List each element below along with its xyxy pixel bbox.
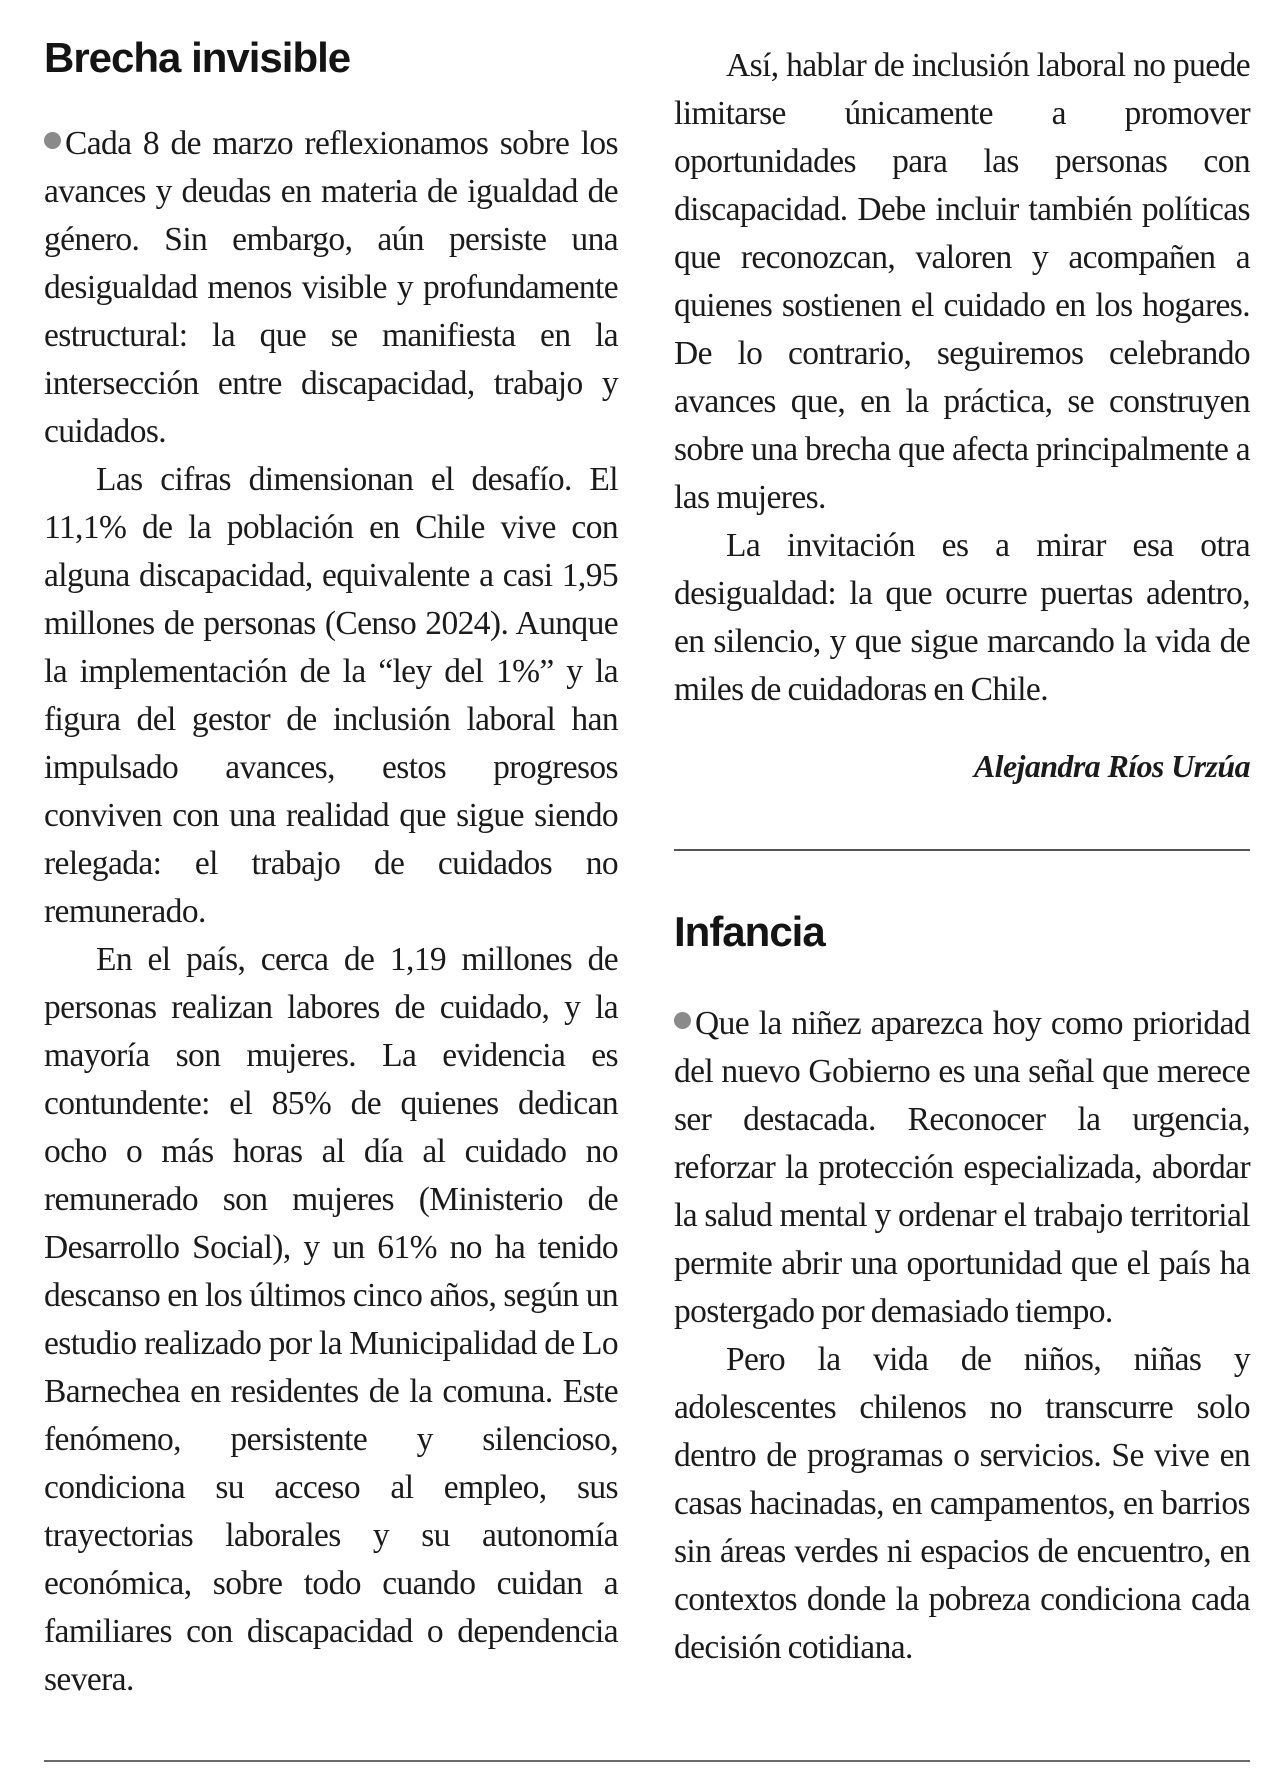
article-paragraph: Pero la vida de niños, niñas y adolescentes chilenos no transcurre solo dentro de programas o servicios. Se vive en casas hacinadas, en campamentos, en barrios sin áreas verdes ni espacios de encuentro, en contextos donde la pobreza condiciona cada decisión cotidiana.: [674, 1341, 1250, 1666]
paragraph-text: Cada 8 de marzo reflexionamos sobre los avances y deudas en materia de igualdad de género. Sin embargo, aún persiste una desigualdad menos visible y profundamente estructural: la que se manifiesta en la intersección entre discapacidad, trabajo y cuidados.: [44, 125, 618, 450]
page-bottom-rule: [44, 1760, 1250, 1762]
article-author: Alejandra Ríos Urzúa: [973, 748, 1250, 784]
article-paragraph: En el país, cerca de 1,19 millones de personas realizan labores de cuidado, y la mayoría son mujeres. La evidencia es contundente: el 85% de quienes dedican ocho o más horas al día al cuidado no remunerado son mujeres (Ministerio de Desarrollo Social), y un 61% no ha tenido descanso en los últimos cinco años, según un estudio realizado por la Municipalidad de Lo Barnechea en residentes de la comuna. Este fenómeno, persistente y silencioso, condiciona su acceso al empleo, sus trayectorias laborales y su autonomía económica, sobre todo cuando cuidan a familiares con discapacidad o dependencia severa.: [44, 941, 618, 1698]
paragraph-text: Que la niñez aparezca hoy como prioridad del nuevo Gobierno es una señal que merece ser destacada. Reconocer la urgencia, reforzar la protección especializada, abordar la salud mental y ordenar el trabajo territorial permite abrir una oportunidad que el país ha postergado por demasiado tiempo.: [674, 1005, 1250, 1330]
article-paragraph: La invitación es a mirar esa otra desigualdad: la que ocurre puertas adentro, en silencio, y que sigue marcando la vida de miles de cuidadoras en Chile.: [674, 527, 1250, 708]
article-headline-brecha: Brecha invisible: [44, 34, 351, 81]
article-paragraph: [674, 1000, 1250, 1336]
bullet-icon: [44, 132, 61, 149]
left-column: [44, 0, 618, 1704]
bullet-icon: [674, 1012, 691, 1029]
article-paragraph: Las cifras dimensionan el desafío. El 11,1% de la población en Chile vive con alguna discapacidad, equivalente a casi 1,95 millones de personas (Censo 2024). Aunque la implementación de la “ley del 1%” y la figura del gestor de inclusión laboral han impulsado avances, estos progresos conviven con una realidad que sigue siendo relegada: el trabajo de cuidados no remunerado.: [44, 461, 618, 930]
article-headline-infancia: Infancia: [674, 908, 825, 955]
right-column: [674, 0, 1250, 1672]
article-paragraph: Así, hablar de inclusión laboral no puede limitarse únicamente a promover oportunidades para las personas con discapacidad. Debe incluir también políticas que reconozcan, valoren y acompañen a quienes sostienen el cuidado en los hogares. De lo contrario, seguiremos celebrando avances que, en la práctica, se construyen sobre una brecha que afecta principalmente a las mujeres.: [674, 47, 1250, 516]
section-divider: [674, 849, 1250, 851]
article-paragraph: [44, 120, 618, 456]
